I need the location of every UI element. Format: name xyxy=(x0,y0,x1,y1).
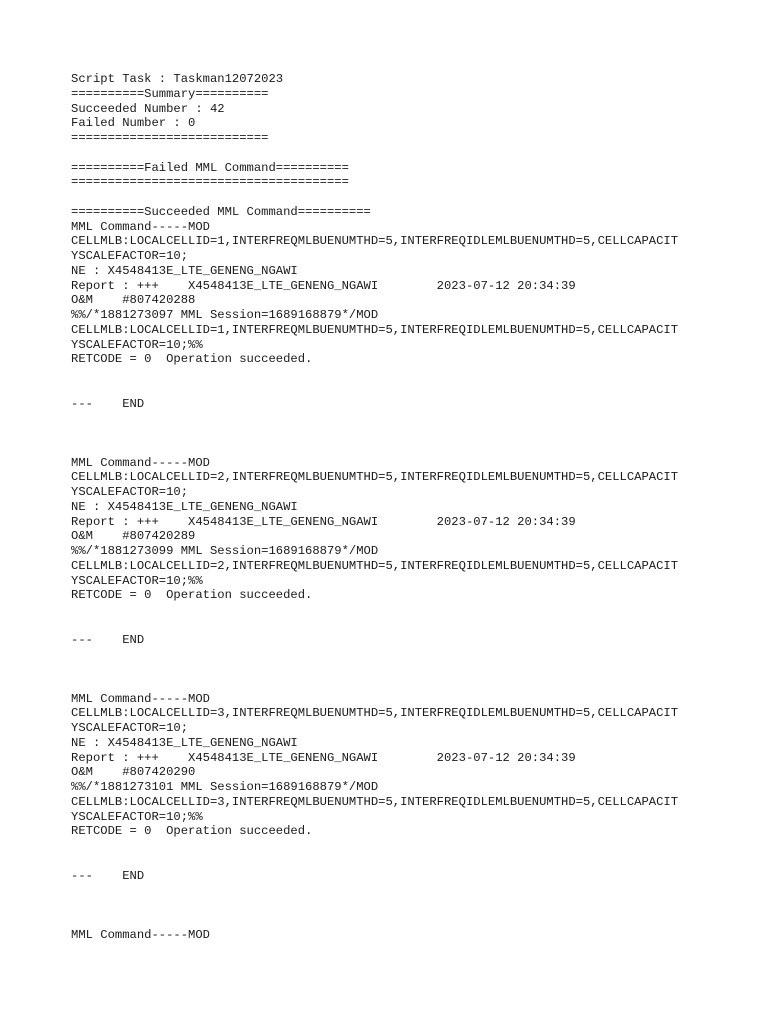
document-line xyxy=(71,883,751,898)
document-line xyxy=(71,603,751,618)
document-line: Succeeded Number : 42 xyxy=(71,101,225,116)
document-line: Failed Number : 0 xyxy=(71,116,196,131)
document-line: RETCODE = 0 Operation succeeded. xyxy=(71,352,313,367)
document-line: ==========Succeeded MML Command========== xyxy=(71,204,371,219)
document-line: CELLMLB:LOCALCELLID=1,INTERFREQMLBUENUMTHD=5,INTERFREQIDLEMLBUENUMTHD=5,CELLCAPACIT xyxy=(71,322,679,337)
document-line: YSCALEFACTOR=10; xyxy=(71,249,189,263)
document-line: Report : +++ X4548413E_LTE_GENENG_NGAWI 2023-07-12 20:34:39 xyxy=(71,514,576,529)
document-line: CELLMLB:LOCALCELLID=2,INTERFREQMLBUENUMTHD=5,INTERFREQIDLEMLBUENUMTHD=5,CELLCAPACIT xyxy=(71,558,679,573)
document-line: RETCODE = 0 Operation succeeded. xyxy=(71,588,313,603)
document-line: MML Command-----MOD xyxy=(71,455,210,470)
document-line: --- END xyxy=(71,868,145,883)
document-line xyxy=(71,146,751,161)
document-line xyxy=(71,647,751,662)
document-line: YSCALEFACTOR=10;%% xyxy=(71,573,203,588)
document-line: %%/*1881273099 MML Session=1689168879*/MOD xyxy=(71,544,379,558)
document-line xyxy=(71,618,751,633)
document-line: %%/*1881273101 MML Session=1689168879*/MOD xyxy=(71,780,379,794)
document-line: Script Task : Taskman12072023 xyxy=(71,72,284,86)
document-line: MML Command-----MOD xyxy=(71,219,210,234)
document-line xyxy=(71,190,751,205)
document-line xyxy=(71,662,751,677)
document-line: CELLMLB:LOCALCELLID=1,INTERFREQMLBUENUMTHD=5,INTERFREQIDLEMLBUENUMTHD=5,CELLCAPACIT xyxy=(71,234,679,249)
document-line: Report : +++ X4548413E_LTE_GENENG_NGAWI 2023-07-12 20:34:39 xyxy=(71,278,576,293)
document-line: CELLMLB:LOCALCELLID=3,INTERFREQMLBUENUMTHD=5,INTERFREQIDLEMLBUENUMTHD=5,CELLCAPACIT xyxy=(71,706,679,721)
document-line: YSCALEFACTOR=10; xyxy=(71,485,189,499)
document-line xyxy=(71,854,751,869)
document-line: O&M #807420288 xyxy=(71,293,196,308)
document-line: --- END xyxy=(71,396,145,411)
document-line: ====================================== xyxy=(71,175,349,190)
document-line xyxy=(71,898,751,913)
document-line xyxy=(71,382,751,397)
document-line: O&M #807420289 xyxy=(71,529,196,544)
document-line xyxy=(71,441,751,456)
document-line: =========================== xyxy=(71,131,269,145)
document-page xyxy=(71,72,751,942)
document-line: O&M #807420290 xyxy=(71,765,196,780)
document-line: ==========Failed MML Command========== xyxy=(71,160,349,175)
document-line: YSCALEFACTOR=10;%% xyxy=(71,809,203,824)
document-line: --- END xyxy=(71,632,145,647)
document-line: YSCALEFACTOR=10;%% xyxy=(71,337,203,352)
document-line xyxy=(71,677,751,692)
document-line xyxy=(71,913,751,928)
document-line: RETCODE = 0 Operation succeeded. xyxy=(71,824,313,839)
document-line: MML Command-----MOD xyxy=(71,927,210,942)
document-line: YSCALEFACTOR=10; xyxy=(71,721,189,735)
document-line xyxy=(71,426,751,441)
document-line: NE : X4548413E_LTE_GENENG_NGAWI xyxy=(71,735,298,750)
document-line: %%/*1881273097 MML Session=1689168879*/MOD xyxy=(71,308,379,322)
document-line xyxy=(71,367,751,382)
document-line xyxy=(71,411,751,426)
document-line xyxy=(71,839,751,854)
document-line: NE : X4548413E_LTE_GENENG_NGAWI xyxy=(71,499,298,514)
document-line: CELLMLB:LOCALCELLID=3,INTERFREQMLBUENUMTHD=5,INTERFREQIDLEMLBUENUMTHD=5,CELLCAPACIT xyxy=(71,794,679,809)
document-line: CELLMLB:LOCALCELLID=2,INTERFREQMLBUENUMTHD=5,INTERFREQIDLEMLBUENUMTHD=5,CELLCAPACIT xyxy=(71,470,679,485)
document-line: ==========Summary========== xyxy=(71,86,269,101)
document-line: NE : X4548413E_LTE_GENENG_NGAWI xyxy=(71,263,298,278)
document-line: Report : +++ X4548413E_LTE_GENENG_NGAWI 2023-07-12 20:34:39 xyxy=(71,750,576,765)
document-line: MML Command-----MOD xyxy=(71,691,210,706)
